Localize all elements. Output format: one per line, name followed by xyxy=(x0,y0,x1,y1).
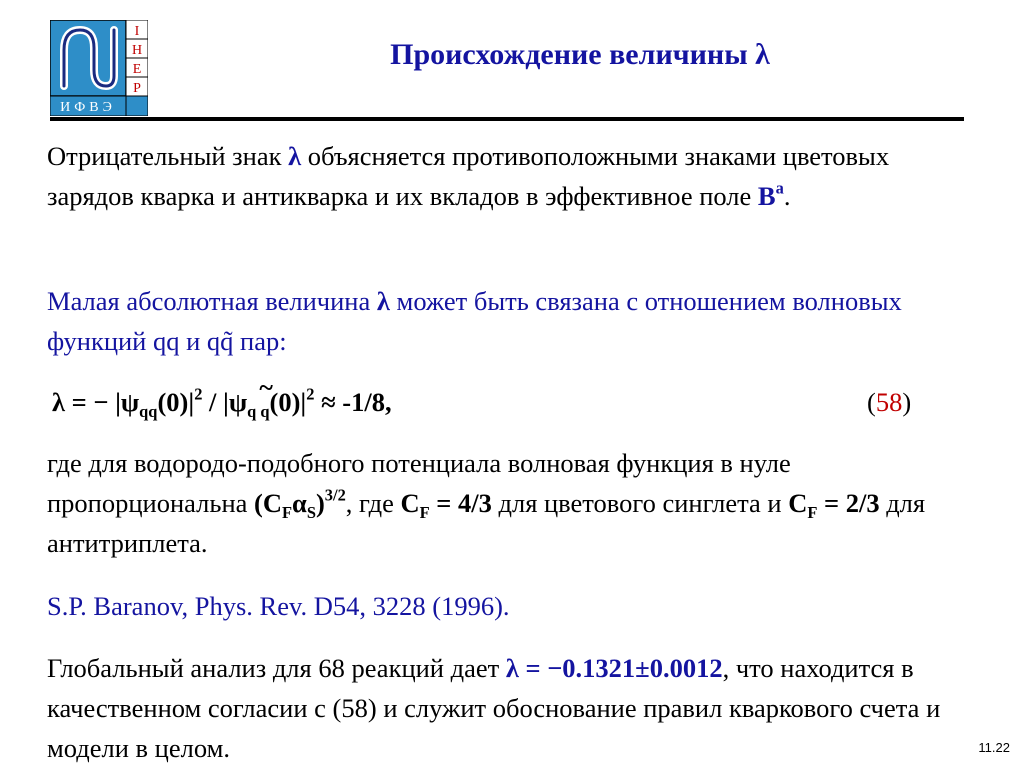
equation-58 xyxy=(52,382,752,422)
p3-value-2: = 2/3 xyxy=(817,488,880,518)
ihep-logo xyxy=(50,20,148,116)
equation-number xyxy=(867,382,911,422)
eq-sub-qq: qq xyxy=(139,401,158,421)
p3-value-1: = 4/3 xyxy=(429,488,492,518)
p3-sub-F1: F xyxy=(419,502,430,522)
p3-exp: 3/2 xyxy=(324,485,346,505)
paragraph-global-analysis xyxy=(47,648,967,768)
p3-text-2: , где xyxy=(345,488,401,518)
ihep-logo-graphic xyxy=(50,20,148,116)
p1-text-1: Отрицательный знак xyxy=(47,141,289,171)
logo-letter-4: P xyxy=(133,81,141,96)
p3-text-4: для антитриплета. xyxy=(47,488,926,558)
eq-mid-2: / |ψ xyxy=(202,387,248,417)
logo-letter-1: I xyxy=(134,24,140,39)
p1-field-superscript: a xyxy=(775,178,784,198)
p3-text-1: где для водородо-подобного потенциала волновая функция в нуле пропорциональна xyxy=(47,448,791,518)
p1-field-B: B xyxy=(757,181,776,211)
p1-text-2: объясняется противоположными знаками цветовых зарядов кварка и антикварка и их вкладов в эффективное поле xyxy=(47,141,890,211)
slide-title: Происхождение величины λ xyxy=(390,38,770,71)
eq-rhs: ≈ -1/8, xyxy=(314,387,392,417)
title-divider xyxy=(50,117,964,121)
eq-sub-q-qbar: q q xyxy=(247,401,270,421)
paragraph-wavefunction xyxy=(47,443,967,563)
eq-mid-3: (0)| xyxy=(269,387,307,417)
p3-cf-open: (C xyxy=(254,488,282,518)
p1-lambda: λ xyxy=(288,141,302,171)
p3-text-3: для цветового синглета и xyxy=(491,488,789,518)
p2-text-2: может быть связана с отношением волновых функций qq и qq̃ пар: xyxy=(47,286,902,356)
p3-sub-F2: F xyxy=(807,502,818,522)
eq-sup-1: 2 xyxy=(194,384,203,404)
p4-text-2: , что находится в качественном согласии с (58) и служит обоснование правил кваркового счета и модели в целом. xyxy=(47,653,941,763)
page-number: 11.22 xyxy=(978,740,1010,755)
p3-close: ) xyxy=(315,488,325,518)
p1-text-3: . xyxy=(783,181,791,211)
p2-lambda: λ xyxy=(376,286,390,316)
p3-C2: C xyxy=(788,488,808,518)
eq-mid-1: (0)| xyxy=(157,387,195,417)
eq-lhs: λ = − |ψ xyxy=(52,387,140,417)
p3-C1: C xyxy=(400,488,420,518)
logo-bottom-text: ИФВЭ xyxy=(60,100,116,115)
eq-sup-2: 2 xyxy=(306,384,315,404)
p4-text-1: Глобальный анализ для 68 реакций дает xyxy=(47,653,506,683)
logo-letter-3: E xyxy=(132,62,142,77)
p3-sub-S: S xyxy=(306,502,316,522)
logo-letter-2: H xyxy=(131,43,143,58)
p3-alpha: α xyxy=(292,488,307,518)
p4-result: λ = −0.1321±0.0012 xyxy=(505,653,723,683)
p2-text-1: Малая абсолютная величина xyxy=(47,286,377,316)
paragraph-sign-explanation xyxy=(47,136,967,216)
eq-num: 58 xyxy=(875,387,903,417)
eq-num-open: ( xyxy=(867,387,876,417)
paragraph-small-magnitude xyxy=(47,281,967,361)
eq-sub-q: q xyxy=(247,401,261,421)
p3-sub-F: F xyxy=(282,502,293,522)
eq-num-close: ) xyxy=(902,387,912,417)
reference-citation: S.P. Baranov, Phys. Rev. D54, 3228 (1996). xyxy=(47,591,510,621)
